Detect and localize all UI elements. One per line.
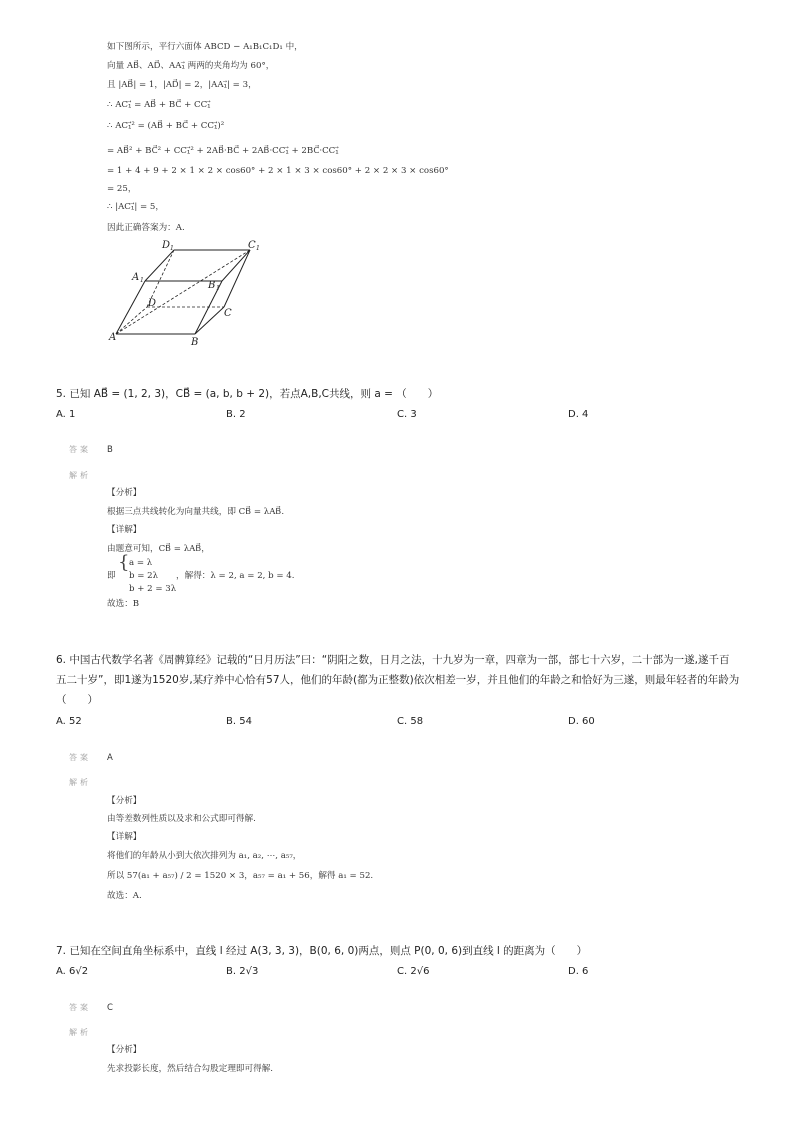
detail-tag: 【详解】 bbox=[107, 525, 142, 535]
question-stem: 5. 已知 AB⃗ = (1, 2, 3)，CB⃗ = (a, b, b + 2)，若点A,B,C共线，则 a = （ ） bbox=[56, 388, 439, 400]
option-c[interactable]: C. 2√6 bbox=[397, 966, 430, 977]
question-stem-line: 6. 中国古代数学名著《周髀算经》记载的“日月历法”曰：“阴阳之数，日月之法，十九岁为一章，四章为一部，部七十六岁，二十部为一遂,遂千百 bbox=[56, 654, 730, 666]
solution-line: = 25， bbox=[107, 184, 137, 194]
option-d[interactable]: D. 60 bbox=[568, 716, 595, 727]
label-a1: A bbox=[132, 272, 140, 283]
label-sub: 1 bbox=[256, 245, 260, 252]
label-sub: 1 bbox=[170, 245, 174, 252]
label-sub: 1 bbox=[216, 285, 220, 292]
label-d1: D bbox=[162, 240, 171, 251]
solution-line: 因此正确答案为：A. bbox=[107, 223, 185, 233]
detail-line: 即 bbox=[107, 571, 116, 581]
label-d: D bbox=[148, 298, 157, 309]
solution-line: ∴ AC₁⃗ = AB⃗ + BC⃗ + CC₁⃗ bbox=[107, 100, 211, 110]
answer-value: B bbox=[107, 445, 113, 455]
label-sub: 1 bbox=[140, 277, 144, 284]
solution-line: ∴ AC₁⃗² = (AB⃗ + BC⃗ + CC₁⃗)² bbox=[107, 121, 225, 131]
analysis-tag: 【分析】 bbox=[107, 488, 142, 498]
parallelepiped-figure bbox=[100, 236, 270, 346]
option-b[interactable]: B. 2√3 bbox=[226, 966, 259, 977]
detail-line: 所以 57(a₁ + a₅₇) / 2 = 1520 × 3，a₅₇ = a₁ + 56，解得 a₁ = 52. bbox=[107, 871, 374, 881]
option-d[interactable]: D. 4 bbox=[568, 409, 589, 420]
option-a[interactable]: A. 1 bbox=[56, 409, 76, 420]
analysis-label: 解析 bbox=[69, 1028, 91, 1037]
option-c[interactable]: C. 3 bbox=[397, 409, 417, 420]
label-a: A bbox=[109, 332, 117, 343]
detail-line: 由题意可知，CB⃗ = λAB⃗， bbox=[107, 544, 210, 554]
system-eq-1: a = λ bbox=[129, 558, 153, 568]
system-eq-2: b = 2λ bbox=[129, 571, 159, 581]
system-eq-3: b + 2 = 3λ bbox=[129, 584, 177, 594]
solution-line: = AB⃗² + BC⃗² + CC₁⃗² + 2AB⃗·BC⃗ + 2AB⃗·CC₁⃗ + 2BC⃗·CC₁⃗ bbox=[107, 146, 339, 156]
analysis-label: 解析 bbox=[69, 471, 91, 480]
question-stem-line: 五二十岁”，即1遂为1520岁,某疗养中心恰有57人，他们的年龄(都为正整数)依次相差一岁，并且他们的年龄之和恰好为三遂，则最年轻者的年龄为 bbox=[56, 674, 740, 686]
answer-label: 答案 bbox=[69, 1003, 91, 1012]
detail-tag: 【详解】 bbox=[107, 832, 142, 842]
answer-label: 答案 bbox=[69, 753, 91, 762]
analysis-label: 解析 bbox=[69, 778, 91, 787]
solution-line: ∴ |AC₁⃗| = 5， bbox=[107, 202, 164, 212]
analysis-tag: 【分析】 bbox=[107, 1045, 142, 1055]
question-stem: 7. 已知在空间直角坐标系中，直线 l 经过 A(3, 3, 3)，B(0, 6, 0)两点，则点 P(0, 0, 6)到直线 l 的距离为（ ） bbox=[56, 945, 588, 957]
option-b[interactable]: B. 2 bbox=[226, 409, 246, 420]
solution-line: 且 |AB⃗| = 1，|AD⃗| = 2，|AA₁⃗| = 3， bbox=[107, 80, 257, 90]
detail-line: 将他们的年龄从小到大依次排列为 a₁, a₂, ⋯, a₅₇， bbox=[107, 851, 302, 861]
answer-value: C bbox=[107, 1003, 113, 1013]
question-stem-line: （ ） bbox=[56, 694, 98, 706]
label-b: B bbox=[191, 337, 199, 346]
analysis-text: 先求投影长度，然后结合勾股定理即可得解. bbox=[107, 1064, 274, 1074]
answer-label: 答案 bbox=[69, 445, 91, 454]
analysis-text: 由等差数列性质以及求和公式即可得解. bbox=[107, 814, 256, 824]
answer-value: A bbox=[107, 753, 113, 763]
label-b1: B bbox=[208, 280, 216, 291]
option-d[interactable]: D. 6 bbox=[568, 966, 589, 977]
analysis-tag: 【分析】 bbox=[107, 796, 142, 806]
option-a[interactable]: A. 6√2 bbox=[56, 966, 89, 977]
option-c[interactable]: C. 58 bbox=[397, 716, 424, 727]
option-a[interactable]: A. 52 bbox=[56, 716, 82, 727]
brace-icon: { bbox=[118, 552, 130, 573]
solution-line: 向量 AB⃗、AD⃗、AA₁⃗ 两两的夹角均为 60°， bbox=[107, 61, 275, 71]
solution-line: = 1 + 4 + 9 + 2 × 1 × 2 × cos60° + 2 × 1 × 3 × cos60° + 2 × 2 × 3 × cos60° bbox=[107, 166, 449, 176]
option-b[interactable]: B. 54 bbox=[226, 716, 252, 727]
label-c: C bbox=[224, 308, 232, 319]
conclusion: 故选：B bbox=[107, 599, 140, 609]
analysis-text: 根据三点共线转化为向量共线，即 CB⃗ = λAB⃗. bbox=[107, 507, 285, 517]
detail-line: ，解得：λ = 2, a = 2, b = 4. bbox=[176, 571, 295, 581]
label-c1: C bbox=[248, 240, 256, 251]
conclusion: 故选：A. bbox=[107, 891, 142, 901]
solution-line: 如下图所示，平行六面体 ABCD − A₁B₁C₁D₁ 中， bbox=[107, 42, 303, 52]
